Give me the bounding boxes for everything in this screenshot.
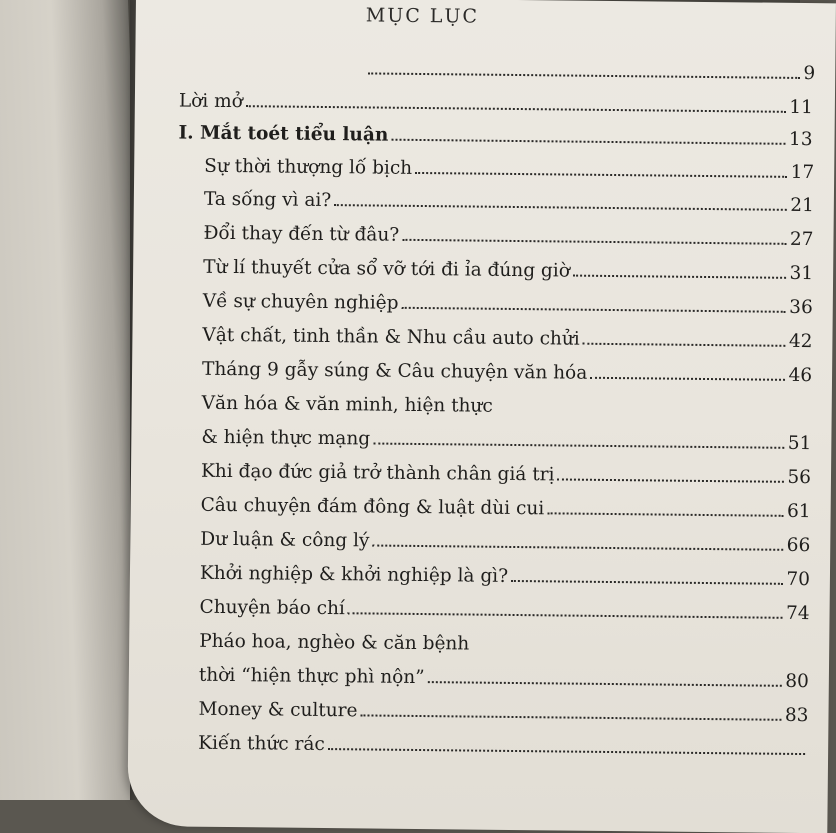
dot-leader: [391, 139, 786, 145]
toc-entry-line: Pháo hoa, nghèo & căn bệnh: [199, 630, 470, 655]
dot-leader: [557, 478, 784, 482]
dot-leader: [573, 275, 787, 279]
toc-entry: Khi đạo đức giả trở thành chân giá trị 56: [200, 460, 812, 489]
toc-entry: Câu chuyện đám đông & luật dùi cui 61: [200, 494, 811, 523]
dot-leader: [334, 204, 787, 211]
toc-entry: Kiến thức rác: [198, 733, 808, 760]
dot-leader: [511, 580, 783, 585]
dot-leader: [360, 714, 781, 720]
toc-entry: Khởi nghiệp & khởi nghiệp là gì? 70: [199, 562, 811, 591]
dot-leader: [328, 748, 805, 755]
toc-entry: Ta sống vì ai? 21: [203, 188, 814, 217]
dot-leader: [372, 545, 783, 551]
table-of-contents-page: [127, 0, 836, 833]
dot-leader: [590, 377, 785, 381]
toc-entry: Lời mở 11: [178, 90, 813, 119]
toc-entry: Sự thời thượng lố bịch 17: [204, 155, 815, 184]
toc-entry: Dư luận & công lý 66: [200, 528, 811, 557]
dot-leader: [428, 681, 783, 687]
toc-entry: 9: [365, 58, 815, 84]
dot-leader: [368, 72, 800, 79]
toc-entry: Từ lí thuyết cửa sổ vỡ tới đi ỉa đúng giờ 31: [203, 256, 814, 285]
dot-leader: [583, 343, 786, 347]
toc-entry: Vật chất, tinh thần & Nhu cầu auto chửi 42: [202, 324, 813, 353]
toc-entry: & hiện thực mạng 51: [201, 426, 812, 455]
dot-leader: [373, 443, 785, 449]
toc-entry: Về sự chuyên nghiệp 36: [202, 290, 813, 319]
toc-entry: Chuyện báo chí 74: [199, 596, 810, 625]
dot-leader: [547, 512, 784, 516]
dot-leader: [415, 172, 788, 178]
toc-entry: thời “hiện thực phì nộn” 80: [198, 664, 809, 693]
dot-leader: [246, 105, 787, 113]
toc-entry-line: Văn hóa & văn minh, hiện thực: [201, 392, 493, 417]
toc-entry: Đổi thay đến từ đâu? 27: [203, 222, 814, 251]
toc-entry: Money & culture 83: [198, 698, 809, 727]
toc-section-entry: I. Mắt toét tiểu luận 13: [178, 122, 813, 151]
toc-entry: Tháng 9 gẫy súng & Câu chuyện văn hóa 46: [201, 358, 813, 387]
dot-leader: [348, 612, 783, 619]
dot-leader: [402, 239, 787, 245]
dot-leader: [401, 307, 786, 313]
toc-list: [127, 0, 836, 833]
page-title: MỤC LỤC: [365, 4, 480, 28]
